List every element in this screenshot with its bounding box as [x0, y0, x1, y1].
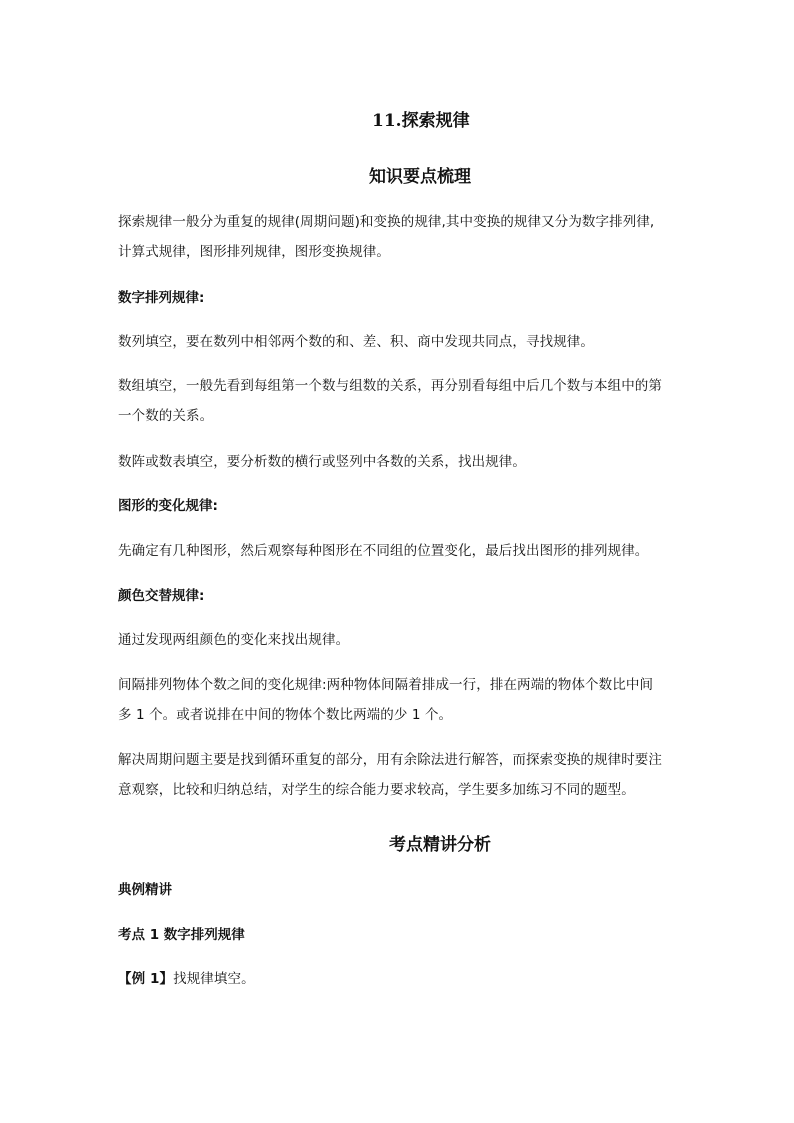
heading-examples: 典例精讲: [118, 882, 172, 898]
heading-point-1: 考点 1 数字排列规律: [118, 927, 245, 943]
paragraph-period-line2: 意观察，比较和归纳总结，对学生的综合能力要求较高，学生要多加练习不同的题型。: [118, 782, 635, 798]
paragraph-group-line1: 数组填空，一般先看到每组第一个数与组数的关系，再分别看每组中后几个数与本组中的第: [118, 378, 662, 394]
paragraph-group-line2: 一个数的关系。: [118, 408, 214, 424]
heading-number-pattern: 数字排列规律:: [118, 290, 205, 306]
page-title: 11.探索规律: [372, 111, 470, 131]
paragraph-interval-line2: 多 1 个。或者说排在中间的物体个数比两端的少 1 个。: [118, 707, 453, 723]
heading-color-pattern: 颜色交替规律:: [118, 588, 205, 604]
intro-paragraph-line1: 探索规律一般分为重复的规律(周期问题)和变换的规律,其中变换的规律又分为数字排列律,: [118, 214, 655, 230]
intro-paragraph-line2: 计算式规律，图形排列规律，图形变换规律。: [118, 244, 390, 260]
example-1-label: 【例 1】: [118, 971, 174, 987]
paragraph-array: 数阵或数表填空，要分析数的横行或竖列中各数的关系，找出规律。: [118, 454, 526, 470]
section-heading-analysis: 考点精讲分析: [389, 835, 491, 855]
section-heading-knowledge: 知识要点梳理: [369, 167, 471, 187]
example-1: [118, 969, 255, 989]
paragraph-sequence: 数列填空，要在数列中相邻两个数的和、差、积、商中发现共同点，寻找规律。: [118, 334, 594, 350]
paragraph-period-line1: 解决周期问题主要是找到循环重复的部分，用有余除法进行解答，而探索变换的规律时要注: [118, 752, 662, 768]
paragraph-interval-line1: 间隔排列物体个数之间的变化规律:两种物体间隔着排成一行，排在两端的物体个数比中间: [118, 677, 654, 693]
example-1-text: 找规律填空。: [173, 971, 255, 987]
paragraph-color: 通过发现两组颜色的变化来找出规律。: [118, 632, 350, 648]
paragraph-shape: 先确定有几种图形，然后观察每种图形在不同组的位置变化，最后找出图形的排列规律。: [118, 543, 649, 559]
heading-shape-pattern: 图形的变化规律:: [118, 498, 218, 514]
